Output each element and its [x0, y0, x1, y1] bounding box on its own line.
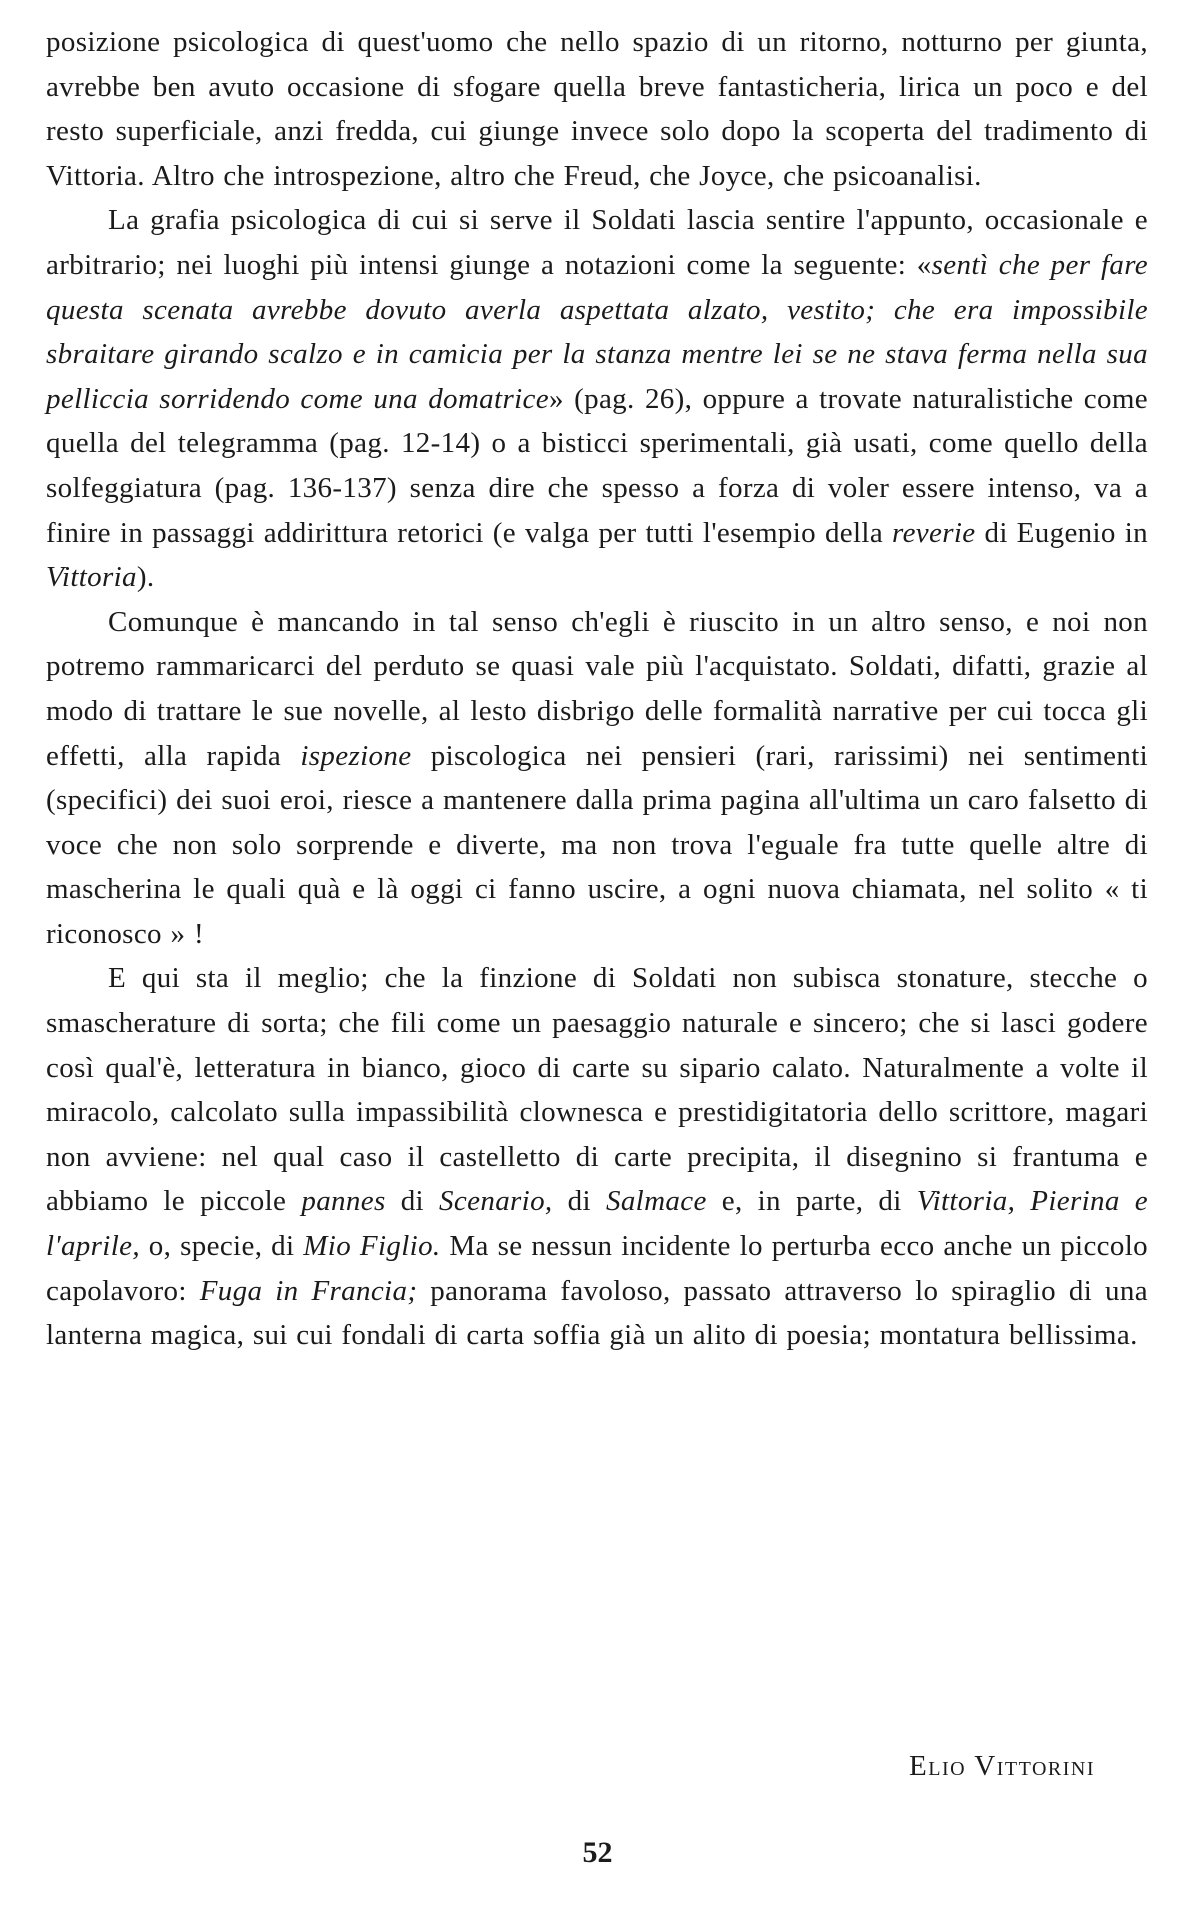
text-run: Ma se nessun incidente lo perturba ecco anche un piccolo capolavoro: [46, 1230, 1149, 1307]
text-run: E qui sta il meglio; che la finzione di Soldati non subisca stonature, stecche o smascherature di sorta; che fili come un paesaggio naturale e sincero; che si lasci godere così qual'è, letteratura in bianco, gioco di carte su sipario calato. Naturalmente a volte il miracolo, calcolato sulla impassibilità clownesca e prestidigitatoria dello scrittore, magari non avviene: nel qual caso il castelletto di carte precipita, il disegnino si frantuma e abbiamo le piccole [46, 962, 1148, 1218]
italic-text: Scenario, [439, 1185, 553, 1218]
text-run: di [552, 1185, 606, 1218]
italic-text: sentì che per fare questa scenata avrebbe dovuto averla aspettata alzato, vestito; che era impossibile sbraitare girando scalzo e in camicia per la stanza mentre lei se ne stava ferma nella sua pelliccia sorridendo come una domatrice [46, 248, 1148, 415]
paragraph-4 [46, 956, 1148, 1357]
italic-text: Salmace [605, 1185, 707, 1218]
text-run: di [385, 1185, 440, 1218]
page-number: 52 [582, 1836, 613, 1869]
text-run: Comunque è mancando in tal senso ch'egli è riuscito in un altro senso, e noi non potremo rammaricarci del perduto se quasi vale più l'acquistato. Soldati, difatti, grazie al modo di trattare le sue novelle, al lesto disbrigo delle formalità narrative per cui tocca gli effetti, alla rapida [46, 605, 1148, 772]
text-run: ). [136, 561, 155, 594]
text-run: posizione psicologica di quest'uomo che nello spazio di un ritorno, notturno per giunta, avrebbe ben avuto occasione di sfogare quella breve fantasticheria, lirica un poco e del resto superficiale, anzi fredda, cui giunge invece solo dopo la scoperta del tradimento di Vittoria. Altro che introspezione, altro che Freud, che Joyce, che psicoanalisi. [46, 26, 1148, 192]
italic-text: Vittoria [46, 561, 137, 594]
italic-text: pannes [301, 1185, 386, 1218]
paragraph-2 [46, 198, 1148, 599]
article-body [46, 20, 1148, 1358]
paragraph-3 [46, 600, 1148, 957]
text-run: panorama favoloso, passato attraverso lo spiraglio di una lanterna magica, sui cui fondali di carta soffia già un alito di poesia; montatura bellissima. [46, 1274, 1148, 1352]
text-run: La grafia psicologica di cui si serve il Soldati lascia sentire l'appunto, occasionale e arbitrario; nei luoghi più intensi giunge a notazioni come la seguente: « [46, 204, 1148, 281]
author-signature: Elio Vittorini [909, 1750, 1095, 1782]
text-run: » (pag. 26), oppure a trovate naturalistiche come quella del telegramma (pag. 12-14) o a bisticci sperimentali, già usati, come quello della solfeggiatura (pag. 136-137) senza dire che spesso a forza di voler essere intenso, va a finire in passaggi addirittura retorici (e valga per tutti l'esempio della [46, 382, 1148, 549]
paragraph-1 [46, 20, 1148, 198]
text-run: o, specie, di [139, 1230, 304, 1263]
italic-text: Mio Figlio. [303, 1230, 441, 1263]
italic-text: reverie [892, 516, 976, 549]
text-run: di Eugenio in [975, 516, 1148, 549]
italic-text: Vittoria, Pierina e l'aprile, [46, 1185, 1148, 1263]
text-run: piscologica nei pensieri (rari, rarissimi) nei sentimenti (specifici) dei suoi eroi, riesce a mantenere dalla prima pagina all'ultima un caro falsetto di voce che non solo sorprende e diverte, ma non trova l'eguale fra tutte quelle altre di mascherina le quali quà e là oggi ci fanno uscire, a ogni nuova chiamata, nel solito « ti riconosco » ! [46, 739, 1149, 950]
text-run: e, in parte, di [706, 1185, 917, 1218]
italic-text: Fuga in Francia; [199, 1274, 418, 1307]
italic-text: ispezione [300, 739, 412, 772]
